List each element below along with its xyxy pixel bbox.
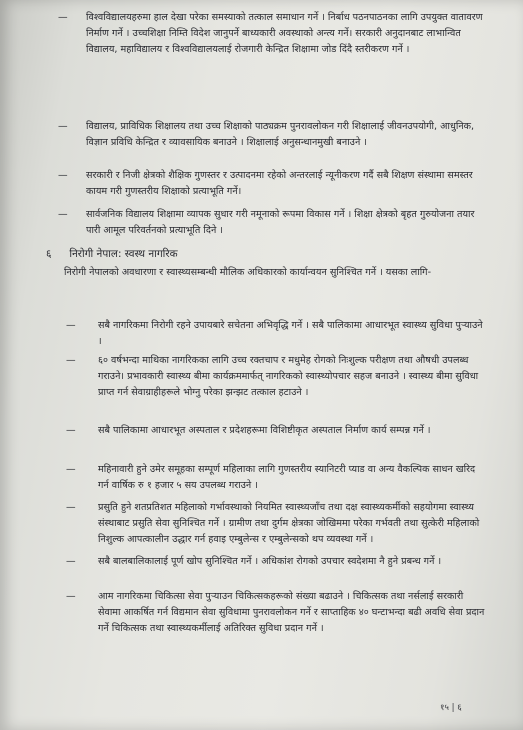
list-item <box>66 423 486 439</box>
list-item-text: सरकारी र निजी क्षेत्रको शैक्षिक गुणस्तर र उत्पादनमा रहेको अन्तरलाई न्यूनीकरण गर्दै सबै शिक्षण संस्थामा समस्तर कायम गरी गुणस्तरीय शिक्षाको प्रत्याभूति गर्ने। <box>86 170 473 198</box>
bullet-dash: — <box>66 425 76 436</box>
list-item-text: सबै बालबालिकालाई पूर्ण खोप सुनिश्चित गर्ने । अधिकांश रोगको उपचार स्वदेशमा नै हुने प्रबन्ध गर्ने । <box>98 556 442 567</box>
bullet-dash: — <box>66 320 76 331</box>
list-item <box>58 119 486 151</box>
list-item <box>66 462 486 494</box>
bullet-dash: — <box>66 556 76 567</box>
bullet-dash: — <box>66 464 76 475</box>
list-item <box>66 500 486 549</box>
list-item-text: सबै पालिकामा आधारभूत अस्पताल र प्रदेशहरूमा विशिष्टीकृत अस्पताल निर्माण कार्य सम्पन्न गर्ने । <box>98 425 431 436</box>
page-number: १५ | ६ <box>440 703 462 713</box>
bullet-dash: — <box>66 355 76 366</box>
list-item-text: प्रसुति हुने शतप्रतिशत महिलाको गर्भावस्थाको नियमित स्वास्थ्यजाँच तथा दक्ष स्वास्थ्यकर्मीको सहयोगमा स्वास्थ्य संस्थाबाट प्रसुति सेवा सुनिश्चित गर्ने । ग्रामीण तथा दुर्गम क्षेत्रका जोखिममा परेका गर्भवती तथा सुत्केरी महिलाको निशुल्क आपत्कालीन उद्धार गर्न हवाइ एम्बुलेन्स र एम्बुलेन्सको थप व्यवस्था गर्ने । <box>98 502 480 546</box>
bullet-dash: — <box>58 209 68 220</box>
list-item <box>66 554 486 570</box>
list-item <box>66 353 486 402</box>
section-title: निरोगी नेपाल: स्वस्थ नागरिक <box>69 248 178 260</box>
section-intro: निरोगी नेपालको अवधारणा र स्वास्थ्यसम्बन्धी मौलिक अधिकारको कार्यान्वयन सुनिश्चित गर्ने । यसका लागि- <box>64 267 432 278</box>
list-item <box>66 589 486 638</box>
list-item-text: ६० वर्षभन्दा माथिका नागरिकका लागि उच्च रक्तचाप र मधुमेह रोगको निःशुल्क परीक्षण तथा औषधी उपलब्ध गराउने। प्रभावकारी स्वास्थ्य बीमा कार्यक्रममार्फत् नागरिकको स्वास्थ्योपचार सहज बनाउने । स्वास्थ्य बीमा सुविधा प्राप्त गर्न सेवाग्राहीहरूले भोग्नु परेका झन्झट तत्काल हटाउने । <box>98 355 479 399</box>
bullet-dash: — <box>58 12 68 23</box>
list-item <box>58 168 486 200</box>
section-number: ६ <box>46 248 52 260</box>
list-item-text: विश्वविद्यालयहरुमा हाल देखा परेका समस्याको तत्काल समाधान गर्ने । निर्बाध पठनपाठनका लागि उपयुक्त वातावरण निर्माण गर्ने । उच्चशिक्षा निम्ति विदेश जानुपर्ने बाध्यकारी अवस्थाको अन्त्य गर्ने। सरकारी अनुदानबाट लाभान्वित विद्यालय, महाविद्यालय र विश्वविद्यालयलाई रोजगारी केन्द्रित शिक्षामा जोड दिंदै स्तरीकरण गर्ने । <box>86 12 483 56</box>
list-item <box>58 207 486 239</box>
bullet-dash: — <box>58 170 68 181</box>
list-item-text: महिनावारी हुने उमेर समूहका सम्पूर्ण महिलाका लागि गुणस्तरीय स्यानिटरी प्याड वा अन्य वैकल्पिक साधन खरिद गर्न वार्षिक रु १ हजार ५ सय उपलब्ध गराउने । <box>98 464 476 492</box>
bullet-dash: — <box>66 502 76 513</box>
bullet-dash: — <box>58 121 68 132</box>
list-item <box>66 318 486 350</box>
list-item-text: सबै नागरिकमा निरोगी रहने उपायबारे सचेतना अभिवृद्धि गर्ने । सबै पालिकामा आधारभूत स्वास्थ्य सुविधा पुऱ्याउने । <box>98 320 483 348</box>
list-item-text: सार्वजनिक विद्यालय शिक्षामा व्यापक सुधार गरी नमूनाको रूपमा विकास गर्ने । शिक्षा क्षेत्रको बृहत गुरुयोजना तयार पारी आमूल परिवर्तनको प्रत्याभूति दिने । <box>86 209 475 237</box>
list-item-text: विद्यालय, प्राविधिक शिक्षालय तथा उच्च शिक्षाको पाठ्यक्रम पुनरावलोकन गरी शिक्षालाई जीवनउपयोगी, आधुनिक, विज्ञान प्रविधि केन्द्रित र व्यावसायिक बनाउने । शिक्षालाई अनुसन्धानमुखी बनाउने । <box>86 121 475 149</box>
bullet-dash: — <box>66 591 76 602</box>
section-heading <box>46 247 178 261</box>
list-item-text: आम नागरिकमा चिकित्सा सेवा पुऱ्याउन चिकित्सकहरूको संख्या बढाउने । चिकित्सक तथा नर्सलाई सरकारी सेवामा आकर्षित गर्न विद्यमान सेवा सुविधामा पुनरावलोकन गर्ने र साप्ताहिक ४० घन्टाभन्दा बढी अवधि सेवा प्रदान गर्ने चिकित्सक तथा स्वास्थ्यकर्मीलाई अतिरिक्त सुविधा प्रदान गर्ने । <box>98 591 485 635</box>
list-item <box>58 10 486 59</box>
